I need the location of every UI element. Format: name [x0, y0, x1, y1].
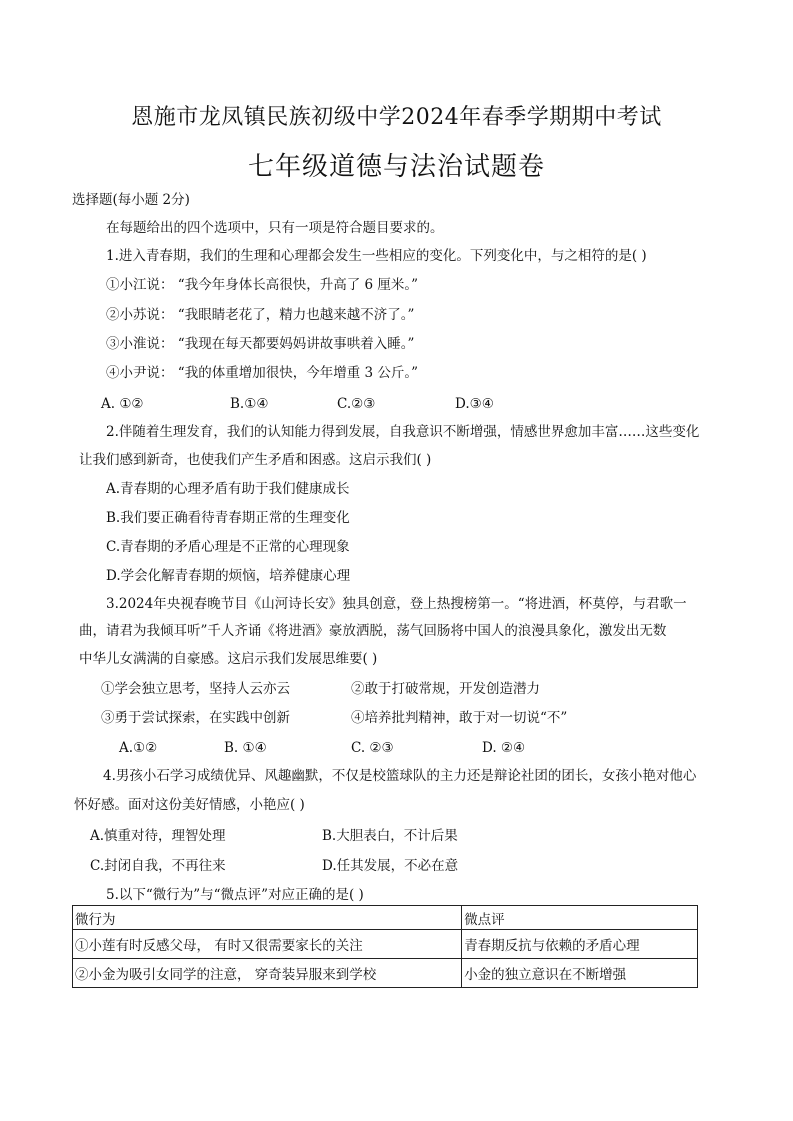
q1-statement: ③小淮说： “我现在每天都要妈妈讲故事哄着入睡。”	[106, 336, 415, 352]
table-row	[73, 959, 698, 988]
q3-option-c: C. ②③	[351, 740, 394, 756]
q4-stem: 怀好感。面对这份美好情感，小艳应( )	[74, 797, 305, 813]
q3-stem: 3.2024年央视春晚节目《山河诗长安》独具创意，登上热搜榜第一。“将进酒，杯莫停，与君歌一	[106, 596, 687, 612]
q4-option-c: C.封闭自我，不再往来	[90, 858, 226, 874]
q5-stem: 5.以下“微行为”与“微点评”对应正确的是( )	[106, 887, 364, 903]
q4-option-d: D.任其发展，不必在意	[322, 858, 459, 874]
q1-statement: ④小尹说： “我的体重增加很快，今年增重 3 公斤。”	[106, 365, 419, 381]
exam-subtitle: 七年级道德与法治试题卷	[247, 152, 545, 182]
table-header-cell: 微行为	[73, 906, 462, 930]
q1-option-c: C.②③	[337, 396, 376, 412]
table-cell: ①小莲有时反感父母， 有时又很需要家长的关注	[73, 930, 462, 959]
q1-statement: ①小江说： “我今年身体长高很快，升高了 6 厘米。”	[106, 277, 419, 293]
section-instruction: 在每题给出的四个选项中，只有一项是符合题目要求的。	[106, 220, 444, 236]
q3-option-a: A.①②	[119, 740, 158, 756]
q1-stem: 1.进入青春期，我们的生理和心理都会发生一些相应的变化。下列变化中，与之相符的是( )	[106, 248, 647, 264]
q2-option-d: D.学会化解青春期的烦恼，培养健康心理	[106, 568, 351, 584]
q2-option-b: B.我们要正确看待青春期正常的生理变化	[106, 510, 350, 526]
exam-title: 恩施市龙凤镇民族初级中学2024年春季学期期中考试	[131, 105, 662, 130]
q1-statement: ②小苏说： “我眼睛老花了，精力也越来越不济了。”	[106, 307, 415, 323]
q2-option-c: C.青春期的矛盾心理是不正常的心理现象	[106, 539, 350, 555]
q4-option-b: B.大胆表白，不计后果	[322, 828, 458, 844]
section-heading: 选择题(每小题 2分)	[72, 192, 190, 208]
q3-statement: ④培养批判精神，敢于对一切说“不”	[351, 710, 568, 726]
q4-option-a: A.慎重对待，理智处理	[90, 828, 226, 844]
q2-option-a: A.青春期的心理矛盾有助于我们健康成长	[106, 481, 350, 497]
table-header-row	[73, 906, 698, 930]
table-row	[73, 930, 698, 959]
q3-statement: ①学会独立思考，坚持人云亦云	[101, 681, 290, 697]
q2-stem: 2.伴随着生理发育，我们的认知能力得到发展，自我意识不断增强，情感世界愈加丰富……这些变化	[106, 424, 700, 440]
q1-option-d: D.③④	[455, 396, 494, 412]
table-cell: 小金的独立意识在不断增强	[462, 959, 698, 988]
q3-option-b: B. ①④	[224, 740, 267, 756]
q3-statement: ③勇于尝试探索，在实践中创新	[101, 710, 290, 726]
q3-statement: ②敢于打破常规，开发创造潜力	[351, 681, 540, 697]
q3-option-d: D. ②④	[482, 740, 526, 756]
q1-option-b: B.①④	[230, 396, 269, 412]
q2-stem: 让我们感到新奇，也使我们产生矛盾和困惑。这启示我们( )	[79, 452, 432, 468]
table-cell: 青春期反抗与依赖的矛盾心理	[462, 930, 698, 959]
q5-table	[72, 905, 698, 988]
q3-stem: 曲，请君为我倾耳听”千人齐诵《将进酒》豪放洒脱，荡气回肠将中国人的浪漫具象化，激发出无数	[79, 623, 667, 639]
q1-option-a: A. ①②	[101, 396, 144, 412]
q4-stem: 4.男孩小石学习成绩优异、风趣幽默，不仅是校篮球队的主力还是辩论社团的团长，女孩小艳对他心	[103, 768, 697, 784]
table-cell: ②小金为吸引女同学的注意， 穿奇装异服来到学校	[73, 959, 462, 988]
table-header-cell: 微点评	[462, 906, 698, 930]
q3-stem: 中华儿女满满的自豪感。这启示我们发展思维要( )	[79, 651, 378, 667]
